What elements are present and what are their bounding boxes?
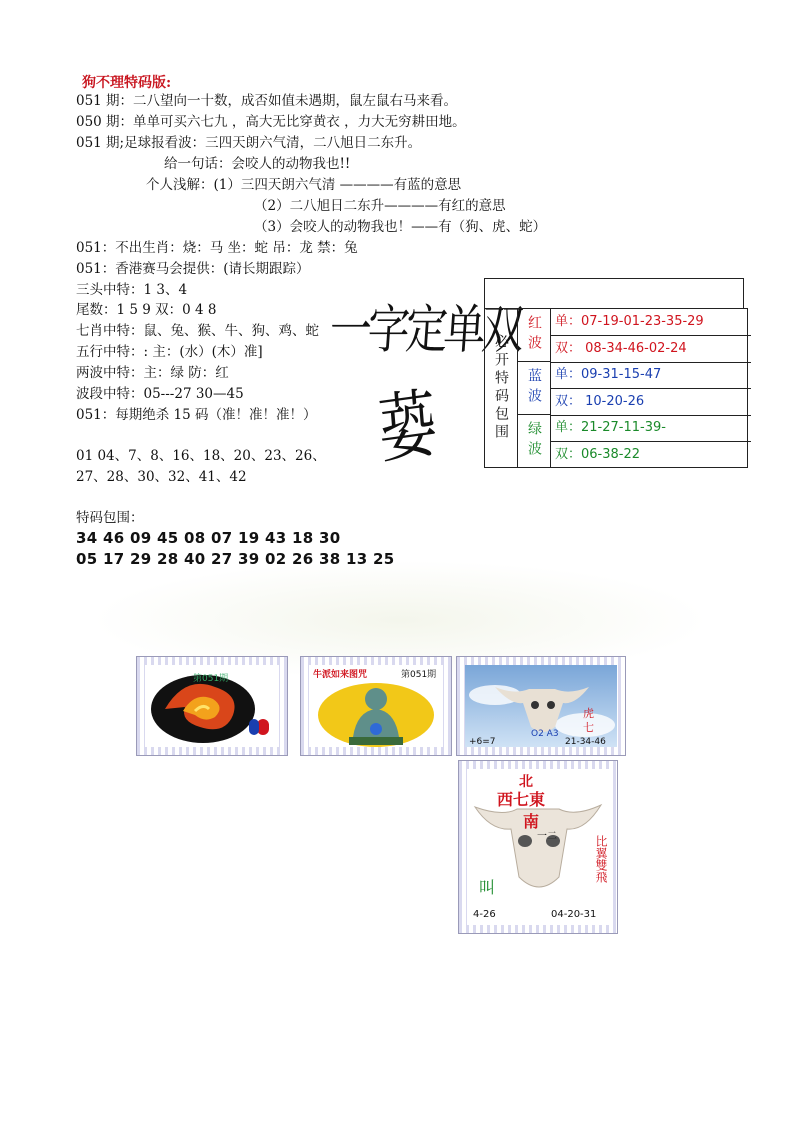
flame-image [136,656,288,756]
skull-numbers: 21-34-46 [565,737,606,747]
buddha-image [300,656,452,756]
red-single: 单：07-19-01-23-35-29 [551,309,751,336]
green-double: 双：06-38-22 [555,447,641,462]
line-explain-3: （3）会咬人的动物我也！——有（狗、虎、蛇） [254,219,547,235]
skull-left-text: 叫 [479,878,496,897]
skull-seven: 七 [583,721,594,734]
green-single: 单：21-27-11-39- [551,415,751,442]
flame-issue-label: 第051期 [193,674,229,684]
line-051-riddle: 051 期：二八望向一十数，成否如值未遇期，鼠左鼠右马来看。 [76,93,458,109]
wave-box [484,308,748,468]
box-header [484,278,744,309]
buddha-title: 牛派如来图咒 [313,670,368,680]
skull-sky-image [456,656,626,756]
line-explain-2: （2）二八旭日二东升————有红的意思 [254,198,506,214]
line-explain-1: 个人浅解：(1）三四天朗六气清 ————有蓝的意思 [146,177,462,193]
line-excluded-zodiac: 051：不出生肖：烧：马 坐：蛇 吊：龙 禁：兔 [76,240,358,256]
line-051-football: 051 期;足球报看波：三四天朗六气清，二八旭日二东升。 [76,135,422,151]
line-hint: 给一句话：会咬人的动物我也!! [164,156,351,172]
skull-one: 一二 [537,831,557,842]
code-list-row-2: 05 17 29 28 40 27 39 02 26 38 13 25 [76,550,395,568]
calligraphy-single-double: 一字定单双 [327,298,522,360]
line-kill-numbers-2: 27、28、30、32、41、42 [76,469,247,485]
code-list-row-1: 34 46 09 45 08 07 19 43 18 30 [76,529,341,547]
line-code-surround-label: 特码包围： [76,510,144,526]
blue-double: 双： 10-20-26 [551,389,751,416]
line-heads: 三头中特：1 3、4 [76,282,188,298]
skull-code: O2 A3 [531,729,559,739]
line-five-elements: 五行中特：: 主：(水）(木）准] [76,344,263,360]
skull-west-seven-east: 西七東 [497,790,546,809]
line-kill-numbers-1: 01 04、7、8、16、18、20、23、26、 [76,448,326,464]
line-two-waves: 两波中特：主：绿 防：红 [76,365,229,381]
blue-single: 单：09-31-15-47 [551,362,751,389]
line-tails: 尾数：1 5 9 双：0 4 8 [76,302,217,318]
skull-north: 北 [519,774,533,790]
skull-side-text: 比翼雙飛 [594,835,608,883]
skull-bottom-left: 4-26 [473,909,496,920]
must-open-label: 必开特码包围 [485,309,518,467]
red-wave-label: 红波 [518,309,551,362]
buddha-issue: 第051期 [401,670,437,680]
skull-south: 南 [523,812,540,831]
skull-formula: +6=7 [469,737,496,747]
green-wave-label: 绿波 [518,415,551,467]
skull-bottom-right: 04-20-31 [551,909,597,920]
line-kill-15: 051：每期绝杀 15 码（准！准！准！） [76,407,317,423]
buddha-icon [309,677,443,747]
skull-tiger: 虎 [583,707,594,720]
page-title: 狗不理特码版: [82,75,172,91]
line-jockey-club: 051：香港赛马会提供：(请长期跟踪） [76,261,310,277]
line-seven-zodiac: 七肖中特：鼠、兔、猴、牛、狗、鸡、蛇 [76,323,319,339]
line-050-riddle: 050 期：单单可买六七九 ，高大无比穿黄衣 ，力大无穷耕田地。 [76,114,466,130]
line-wave-range: 波段中特：05---27 30—45 [76,386,244,402]
red-double: 双： 08-34-46-02-24 [551,336,751,363]
blue-wave-label: 蓝波 [518,362,551,415]
skull-text-image [458,760,618,934]
calligraphy-glyph: 蒆 [375,378,440,475]
